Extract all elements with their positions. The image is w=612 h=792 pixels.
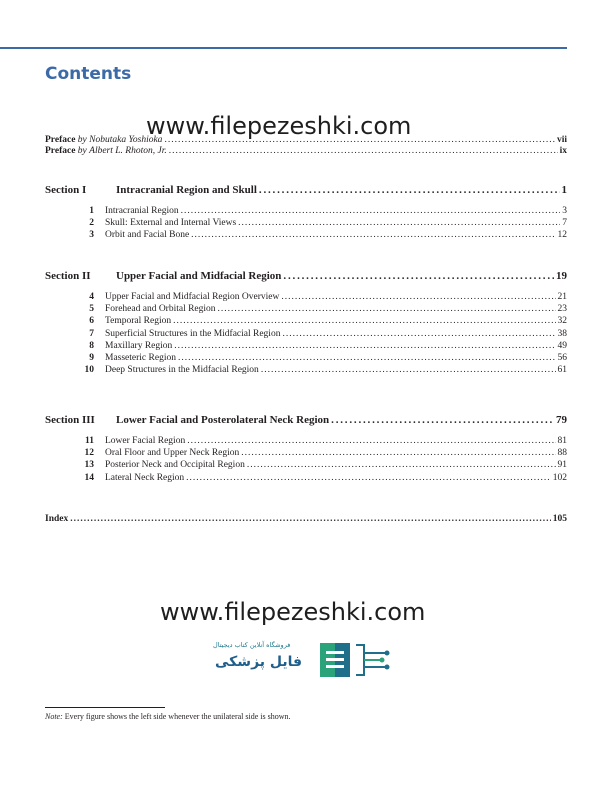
preface-author: Nobutaka Yoshioka xyxy=(89,135,163,145)
page-number: 21 xyxy=(557,292,567,302)
dot-leader xyxy=(241,447,555,459)
dot-leader xyxy=(174,340,555,352)
toc-chapter-entry[interactable] xyxy=(45,340,567,352)
preface-by: by xyxy=(75,146,90,156)
page-number: 19 xyxy=(556,270,567,282)
preface-label: Preface xyxy=(45,146,76,156)
watermark-top: www.filepezeshki.com xyxy=(146,112,412,140)
section-title: Upper Facial and Midfacial Region xyxy=(116,270,282,282)
dot-leader xyxy=(283,269,554,283)
chapter-title: Orbit and Facial Bone xyxy=(105,230,190,241)
chapter-number: 3 xyxy=(89,230,94,241)
chapter-title: Deep Structures in the Midfacial Region xyxy=(105,365,259,376)
section-title: Intracranial Region and Skull xyxy=(116,184,257,196)
chapter-number: 9 xyxy=(89,353,94,364)
chapter-title: Superficial Structures in the Midfacial Region xyxy=(105,328,281,339)
dot-leader xyxy=(181,205,561,217)
logo-dot xyxy=(380,658,385,663)
chapter-number: 14 xyxy=(84,472,94,483)
dot-leader xyxy=(261,364,556,376)
chapter-title: Posterior Neck and Occipital Region xyxy=(105,460,245,471)
section-label: Section II xyxy=(45,270,91,282)
toc-chapter-entry[interactable] xyxy=(45,291,567,303)
logo-name: فایل پزشکی xyxy=(215,654,303,670)
dot-leader xyxy=(173,315,555,327)
dot-leader xyxy=(282,328,555,340)
chapter-number: 5 xyxy=(89,304,94,315)
dot-leader xyxy=(187,435,555,447)
header-rule xyxy=(0,47,567,49)
logo-mark-icon xyxy=(320,641,392,679)
chapter-title: Maxillary Region xyxy=(105,340,173,351)
toc-chapter-entry[interactable] xyxy=(45,217,567,229)
index-label: Index xyxy=(45,514,69,524)
page-number: 32 xyxy=(557,316,567,327)
dot-leader xyxy=(164,135,555,146)
chapter-title: Lateral Neck Region xyxy=(105,472,185,483)
page-number: 102 xyxy=(552,472,567,483)
dot-leader xyxy=(178,352,556,364)
footnote-label: Note: xyxy=(45,712,63,721)
page-number: 1 xyxy=(561,184,567,196)
chapter-title: Lower Facial Region xyxy=(105,436,186,446)
dot-leader xyxy=(186,472,551,484)
page-number: 7 xyxy=(562,218,567,229)
dot-leader xyxy=(331,413,554,427)
page-number: 38 xyxy=(557,328,567,339)
chapter-title: Intracranial Region xyxy=(105,206,179,216)
page-number: 56 xyxy=(557,353,567,364)
chapter-number: 8 xyxy=(89,340,94,351)
preface-author: Albert L. Rhoton, Jr. xyxy=(89,146,167,156)
toc-chapter-entry[interactable] xyxy=(45,303,567,315)
toc-chapter-entry[interactable] xyxy=(45,472,567,484)
toc-chapter-entry[interactable] xyxy=(45,364,567,376)
footnote xyxy=(45,712,291,721)
toc-chapter-entry[interactable] xyxy=(45,435,567,447)
dot-leader xyxy=(238,217,560,229)
dot-leader xyxy=(70,514,551,524)
toc-chapter-entry[interactable] xyxy=(45,328,567,340)
page-number: 3 xyxy=(562,206,567,216)
page-number: 79 xyxy=(556,414,567,426)
toc-chapter-entry[interactable] xyxy=(45,447,567,459)
page-number: 23 xyxy=(557,304,567,315)
logo-dot xyxy=(385,665,390,670)
chapter-title: Upper Facial and Midfacial Region Overview xyxy=(105,292,280,302)
section-block xyxy=(45,413,567,484)
chapter-number: 11 xyxy=(85,436,94,446)
page-number: 49 xyxy=(557,340,567,351)
toc-section-heading[interactable] xyxy=(45,183,567,197)
preface-by: by xyxy=(75,135,90,145)
toc-section-heading[interactable] xyxy=(45,269,567,283)
logo-dot xyxy=(385,651,390,656)
dot-leader xyxy=(191,229,555,241)
toc-chapter-entry[interactable] xyxy=(45,315,567,327)
toc-chapter-entry[interactable] xyxy=(45,459,567,471)
preface-list xyxy=(45,135,567,157)
dot-leader xyxy=(247,459,556,471)
footnote-text: Every figure shows the left side whenever the unilateral side is shown. xyxy=(62,712,291,721)
dot-leader xyxy=(281,291,555,303)
section-label: Section III xyxy=(45,414,95,426)
page-number: 12 xyxy=(557,230,567,241)
toc-chapter-entry[interactable] xyxy=(45,229,567,241)
chapter-title: Temporal Region xyxy=(105,316,172,327)
dot-leader xyxy=(259,183,560,197)
logo-stripe xyxy=(326,651,344,654)
page-number: vii xyxy=(556,135,567,145)
index-block xyxy=(45,514,567,524)
logo-stripe xyxy=(326,658,344,661)
toc-section-heading[interactable] xyxy=(45,413,567,427)
chapter-number: 1 xyxy=(89,206,94,216)
section-block xyxy=(45,183,567,242)
page-number: 81 xyxy=(557,436,567,446)
page-title: Contents xyxy=(45,64,132,84)
section-label: Section I xyxy=(45,184,87,196)
chapter-number: 2 xyxy=(89,218,94,229)
toc-preface-entry[interactable] xyxy=(45,135,567,146)
watermark-bottom: www.filepezeshki.com xyxy=(160,598,426,626)
chapter-number: 4 xyxy=(89,292,94,302)
page-number: 91 xyxy=(557,460,567,471)
chapter-number: 10 xyxy=(84,365,94,376)
logo-tagline: فروشگاه آنلاین کتاب دیجیتال xyxy=(213,641,291,649)
chapter-number: 13 xyxy=(84,460,94,471)
dot-leader xyxy=(169,146,558,157)
toc-index-entry[interactable] xyxy=(45,514,567,524)
chapter-number: 7 xyxy=(89,328,94,339)
dot-leader xyxy=(218,303,556,315)
logo-stripe xyxy=(326,665,344,668)
page-number: 88 xyxy=(557,448,567,459)
chapter-title: Oral Floor and Upper Neck Region xyxy=(105,448,240,459)
publisher-logo xyxy=(213,641,393,681)
preface-label: Preface xyxy=(45,135,76,145)
toc-preface-entry[interactable] xyxy=(45,146,567,157)
footnote-rule xyxy=(45,707,165,708)
toc-chapter-entry[interactable] xyxy=(45,205,567,217)
logo-bracket xyxy=(356,645,364,675)
chapter-title: Masseteric Region xyxy=(105,353,176,364)
chapter-title: Skull: External and Internal Views xyxy=(105,218,237,229)
page-number: 105 xyxy=(552,514,567,524)
page-number: ix xyxy=(559,146,567,156)
chapter-number: 6 xyxy=(89,316,94,327)
chapter-title: Forehead and Orbital Region xyxy=(105,304,216,315)
chapter-number: 12 xyxy=(84,448,94,459)
section-block xyxy=(45,269,567,376)
section-title: Lower Facial and Posterolateral Neck Region xyxy=(116,414,330,426)
toc-chapter-entry[interactable] xyxy=(45,352,567,364)
page-number: 61 xyxy=(557,365,567,376)
